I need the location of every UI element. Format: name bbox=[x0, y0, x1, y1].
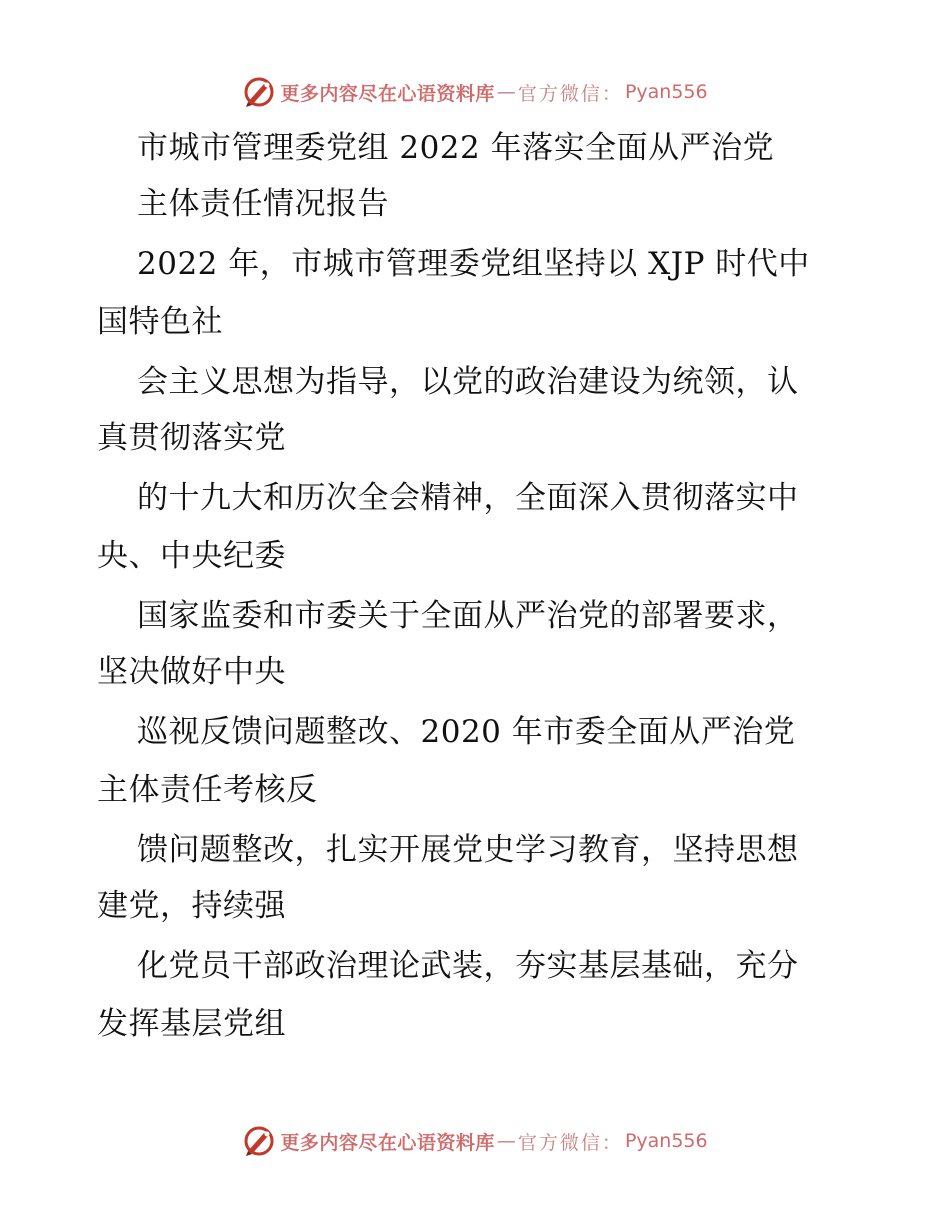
watermark-wechat-id: Pyan556 bbox=[624, 81, 708, 103]
paragraph-line: 馈问题整改，扎实开展党史学习教育，坚持思想 bbox=[137, 832, 799, 868]
title-line-2: 主体责任情况报告 bbox=[137, 186, 389, 222]
title-line-1: 市城市管理委党组 2022 年落实全面从严治党 bbox=[137, 130, 775, 166]
paragraph-line: 巡视反馈问题整改、2020 年市委全面从严治党 bbox=[137, 714, 796, 750]
watermark-site-text: 更多内容尽在心语资料库 bbox=[280, 82, 495, 105]
watermark-header bbox=[0, 72, 950, 112]
paragraph-line: 化党员干部政治理论武装，夯实基层基础，充分 bbox=[137, 948, 799, 984]
paragraph-line: 2022 年，市城市管理委党组坚持以 XJP 时代中 bbox=[137, 246, 810, 282]
watermark-wechat-label: 官方微信： bbox=[517, 82, 623, 105]
paragraph-line: 会主义思想为指导，以党的政治建设为统领，认 bbox=[137, 364, 799, 400]
paragraph-line: 国特色社 bbox=[97, 304, 223, 340]
pen-logo-icon bbox=[242, 1124, 276, 1158]
watermark-site-text: 更多内容尽在心语资料库 bbox=[280, 1131, 495, 1154]
paragraph-line: 主体责任考核反 bbox=[97, 772, 318, 808]
watermark-footer bbox=[0, 1121, 950, 1161]
watermark-wechat-id: Pyan556 bbox=[624, 1130, 708, 1152]
watermark-dash: — bbox=[496, 1130, 516, 1152]
paragraph-line: 发挥基层党组 bbox=[97, 1006, 286, 1042]
watermark-wechat-label: 官方微信： bbox=[517, 1131, 623, 1154]
paragraph-line: 坚决做好中央 bbox=[97, 654, 286, 690]
paragraph-line: 真贯彻落实党 bbox=[97, 420, 286, 456]
pen-logo-icon bbox=[242, 75, 276, 109]
watermark-dash: — bbox=[496, 81, 516, 103]
paragraph-line: 央、中央纪委 bbox=[97, 538, 286, 574]
paragraph-line: 国家监委和市委关于全面从严治党的部署要求， bbox=[137, 598, 799, 634]
paragraph-line: 的十九大和历次全会精神，全面深入贯彻落实中 bbox=[137, 480, 799, 516]
paragraph-line: 建党，持续强 bbox=[97, 888, 286, 924]
